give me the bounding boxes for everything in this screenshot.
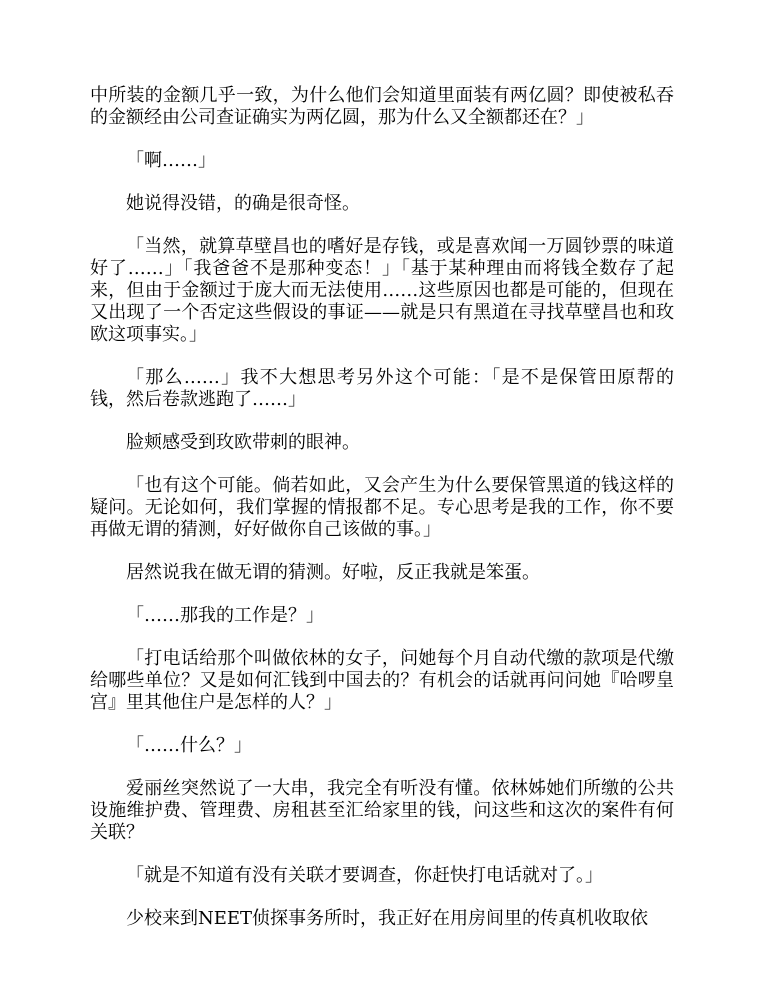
- paragraph-10: 「打电话给那个叫做依林的女子，问她每个月自动代缴的款项是代缴给哪些单位？又是如何汇钱到中国去的？有机会的话就再问问她『哈啰皇宫』里其他住户是怎样的人？」: [90, 648, 674, 713]
- paragraph-9: 「……那我的工作是？」: [126, 605, 324, 626]
- paragraph-2: 「啊……」: [126, 150, 216, 171]
- paragraph-4: 「当然，就算草壁昌也的嗜好是存钱，或是喜欢闻一万圆钞票的味道好了……」「我爸爸不是那种变态！」「基于某种理由而将钱全数存了起来，但由于金额过于庞大而无法使用……这些原因也都是可能的，但现在又出现了一个否定这些假设的事证——就是只有黑道在寻找草壁昌也和玫欧这项事实。」: [90, 236, 674, 345]
- paragraph-5: 「那么……」我不大想思考另外这个可能：「是不是保管田原帮的钱，然后卷款逃跑了……」: [90, 367, 674, 410]
- paragraph-7: 「也有这个可能。倘若如此，又会产生为什么要保管黑道的钱这样的疑问。无论如何，我们掌握的情报都不足。专心思考是我的工作，你不要再做无谓的猜测，好好做你自己该做的事。」: [90, 475, 674, 540]
- paragraph-12: 爱丽丝突然说了一大串，我完全有听没有懂。依林姊她们所缴的公共设施维护费、管理费、房租甚至汇给家里的钱，问这些和这次的案件有何关联？: [90, 778, 674, 843]
- paragraph-13: 「就是不知道有没有关联才要调查，你赶快打电话就对了。」: [126, 865, 603, 886]
- paragraph-1: 中所装的金额几乎一致，为什么他们会知道里面装有两亿圆？即使被私吞的金额经由公司查证确实为两亿圆，那为什么又全额都还在？」: [90, 85, 674, 128]
- paragraph-11: 「……什么？」: [126, 735, 252, 756]
- paragraph-3: 她说得没错，的确是很奇怪。: [126, 193, 360, 214]
- paragraph-14: 少校来到NEET侦探事务所时，我正好在用房间里的传真机收取依: [126, 908, 649, 929]
- paragraph-8: 居然说我在做无谓的猜测。好啦，反正我就是笨蛋。: [126, 562, 540, 583]
- paragraph-6: 脸颊感受到玫欧带刺的眼神。: [126, 432, 360, 453]
- document-page: [90, 85, 674, 951]
